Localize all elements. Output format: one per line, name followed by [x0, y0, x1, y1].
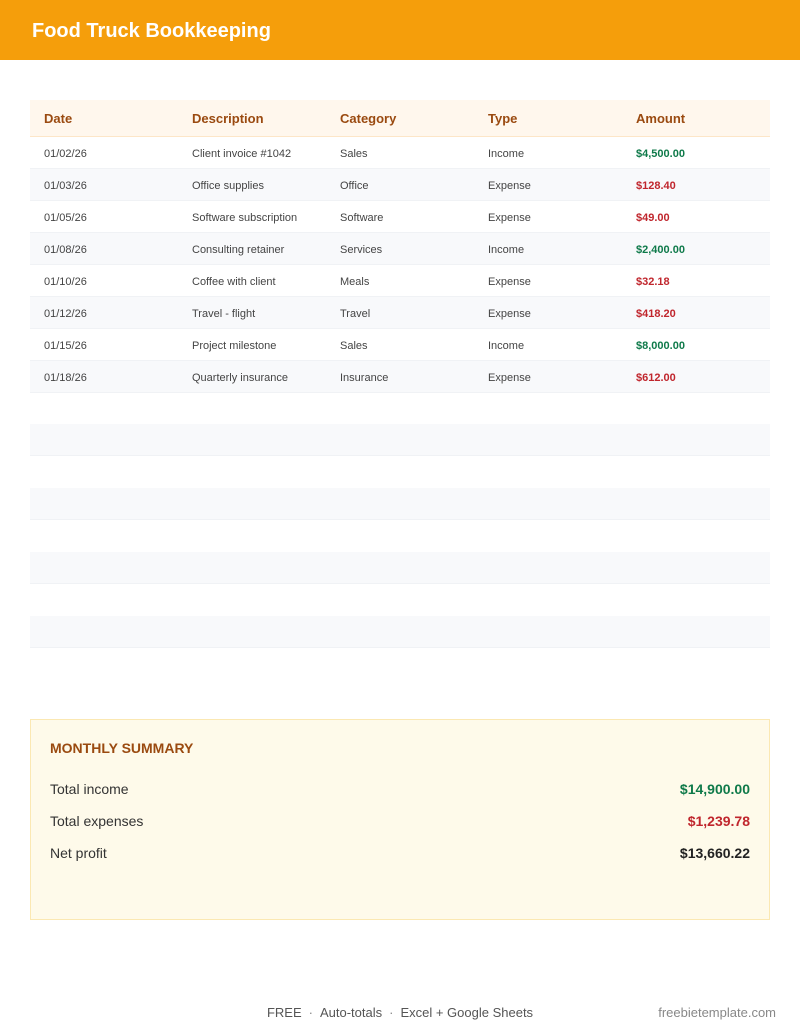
cell-description: Travel - flight	[192, 308, 256, 320]
cell-category: Sales	[340, 148, 368, 160]
transactions-table	[30, 100, 770, 393]
empty-table-row	[30, 552, 770, 584]
column-header-amount: Amount	[636, 111, 686, 126]
table-row	[30, 137, 770, 169]
empty-table-row	[30, 488, 770, 520]
page-title: Food Truck Bookkeeping	[32, 20, 271, 42]
cell-date: 01/10/26	[44, 276, 87, 288]
cell-date: 01/12/26	[44, 308, 87, 320]
cell-category: Services	[340, 244, 383, 256]
table-row	[30, 329, 770, 361]
separator-dot: ·	[308, 1005, 313, 1020]
cell-amount: $128.40	[636, 180, 676, 192]
cell-type: Expense	[488, 212, 531, 224]
cell-description: Quarterly insurance	[192, 372, 288, 384]
summary-row-total-income	[50, 780, 750, 800]
table-header	[30, 100, 770, 137]
footer-feature-auto-totals: Auto-totals	[319, 1005, 383, 1020]
table-row	[30, 233, 770, 265]
cell-type: Income	[488, 244, 525, 256]
separator-dot: ·	[389, 1005, 394, 1020]
cell-type: Income	[488, 340, 525, 352]
column-header-date: Date	[44, 111, 73, 126]
table-row	[30, 201, 770, 233]
empty-table-row	[30, 424, 770, 456]
column-header-description: Description	[192, 111, 264, 126]
net-profit-value: $13,660.22	[679, 845, 750, 861]
footer-feature-excel-sheets: Excel + Google Sheets	[400, 1005, 534, 1020]
table-body	[30, 137, 770, 393]
cell-description: Software subscription	[192, 212, 298, 224]
table-row	[30, 297, 770, 329]
cell-date: 01/03/26	[44, 180, 87, 192]
cell-type: Expense	[488, 180, 531, 192]
cell-description: Project milestone	[192, 340, 277, 352]
cell-category: Software	[340, 212, 384, 224]
cell-date: 01/08/26	[44, 244, 87, 256]
cell-amount: $612.00	[636, 372, 676, 384]
cell-type: Expense	[488, 372, 531, 384]
cell-description: Coffee with client	[192, 276, 276, 288]
footer-feature-free: FREE	[266, 1005, 302, 1020]
cell-date: 01/15/26	[44, 340, 87, 352]
cell-category: Sales	[340, 340, 368, 352]
cell-date: 01/18/26	[44, 372, 87, 384]
table-row	[30, 169, 770, 201]
table-row	[30, 265, 770, 297]
cell-amount: $2,400.00	[636, 244, 685, 256]
footer-site-link[interactable]: freebietemplate.com	[658, 1005, 776, 1020]
cell-category: Insurance	[340, 372, 389, 384]
summary-row-total-expenses	[50, 812, 750, 832]
cell-category: Meals	[340, 276, 370, 288]
table-row	[30, 361, 770, 393]
cell-type: Expense	[488, 276, 531, 288]
cell-category: Travel	[340, 308, 371, 320]
cell-amount: $4,500.00	[636, 148, 685, 160]
cell-amount: $418.20	[636, 308, 676, 320]
cell-category: Office	[340, 180, 369, 192]
cell-amount: $8,000.00	[636, 340, 685, 352]
summary-title: MONTHLY SUMMARY	[50, 740, 194, 756]
cell-type: Expense	[488, 308, 531, 320]
total-income-value: $14,900.00	[679, 781, 750, 797]
monthly-summary-panel	[30, 719, 770, 920]
total-expenses-value: $1,239.78	[687, 813, 750, 829]
cell-description: Client invoice #1042	[192, 148, 292, 160]
total-income-label: Total income	[50, 781, 129, 797]
cell-amount: $49.00	[636, 212, 670, 224]
empty-table-row	[30, 616, 770, 648]
column-header-category: Category	[340, 111, 397, 126]
header-bar	[0, 0, 800, 60]
total-expenses-label: Total expenses	[50, 813, 144, 829]
net-profit-label: Net profit	[50, 845, 107, 861]
summary-row-net-profit	[50, 844, 750, 864]
cell-description: Consulting retainer	[192, 244, 285, 256]
cell-description: Office supplies	[192, 180, 264, 192]
cell-date: 01/05/26	[44, 212, 87, 224]
cell-amount: $32.18	[636, 276, 670, 288]
cell-date: 01/02/26	[44, 148, 87, 160]
cell-type: Income	[488, 148, 525, 160]
column-header-type: Type	[488, 111, 518, 126]
